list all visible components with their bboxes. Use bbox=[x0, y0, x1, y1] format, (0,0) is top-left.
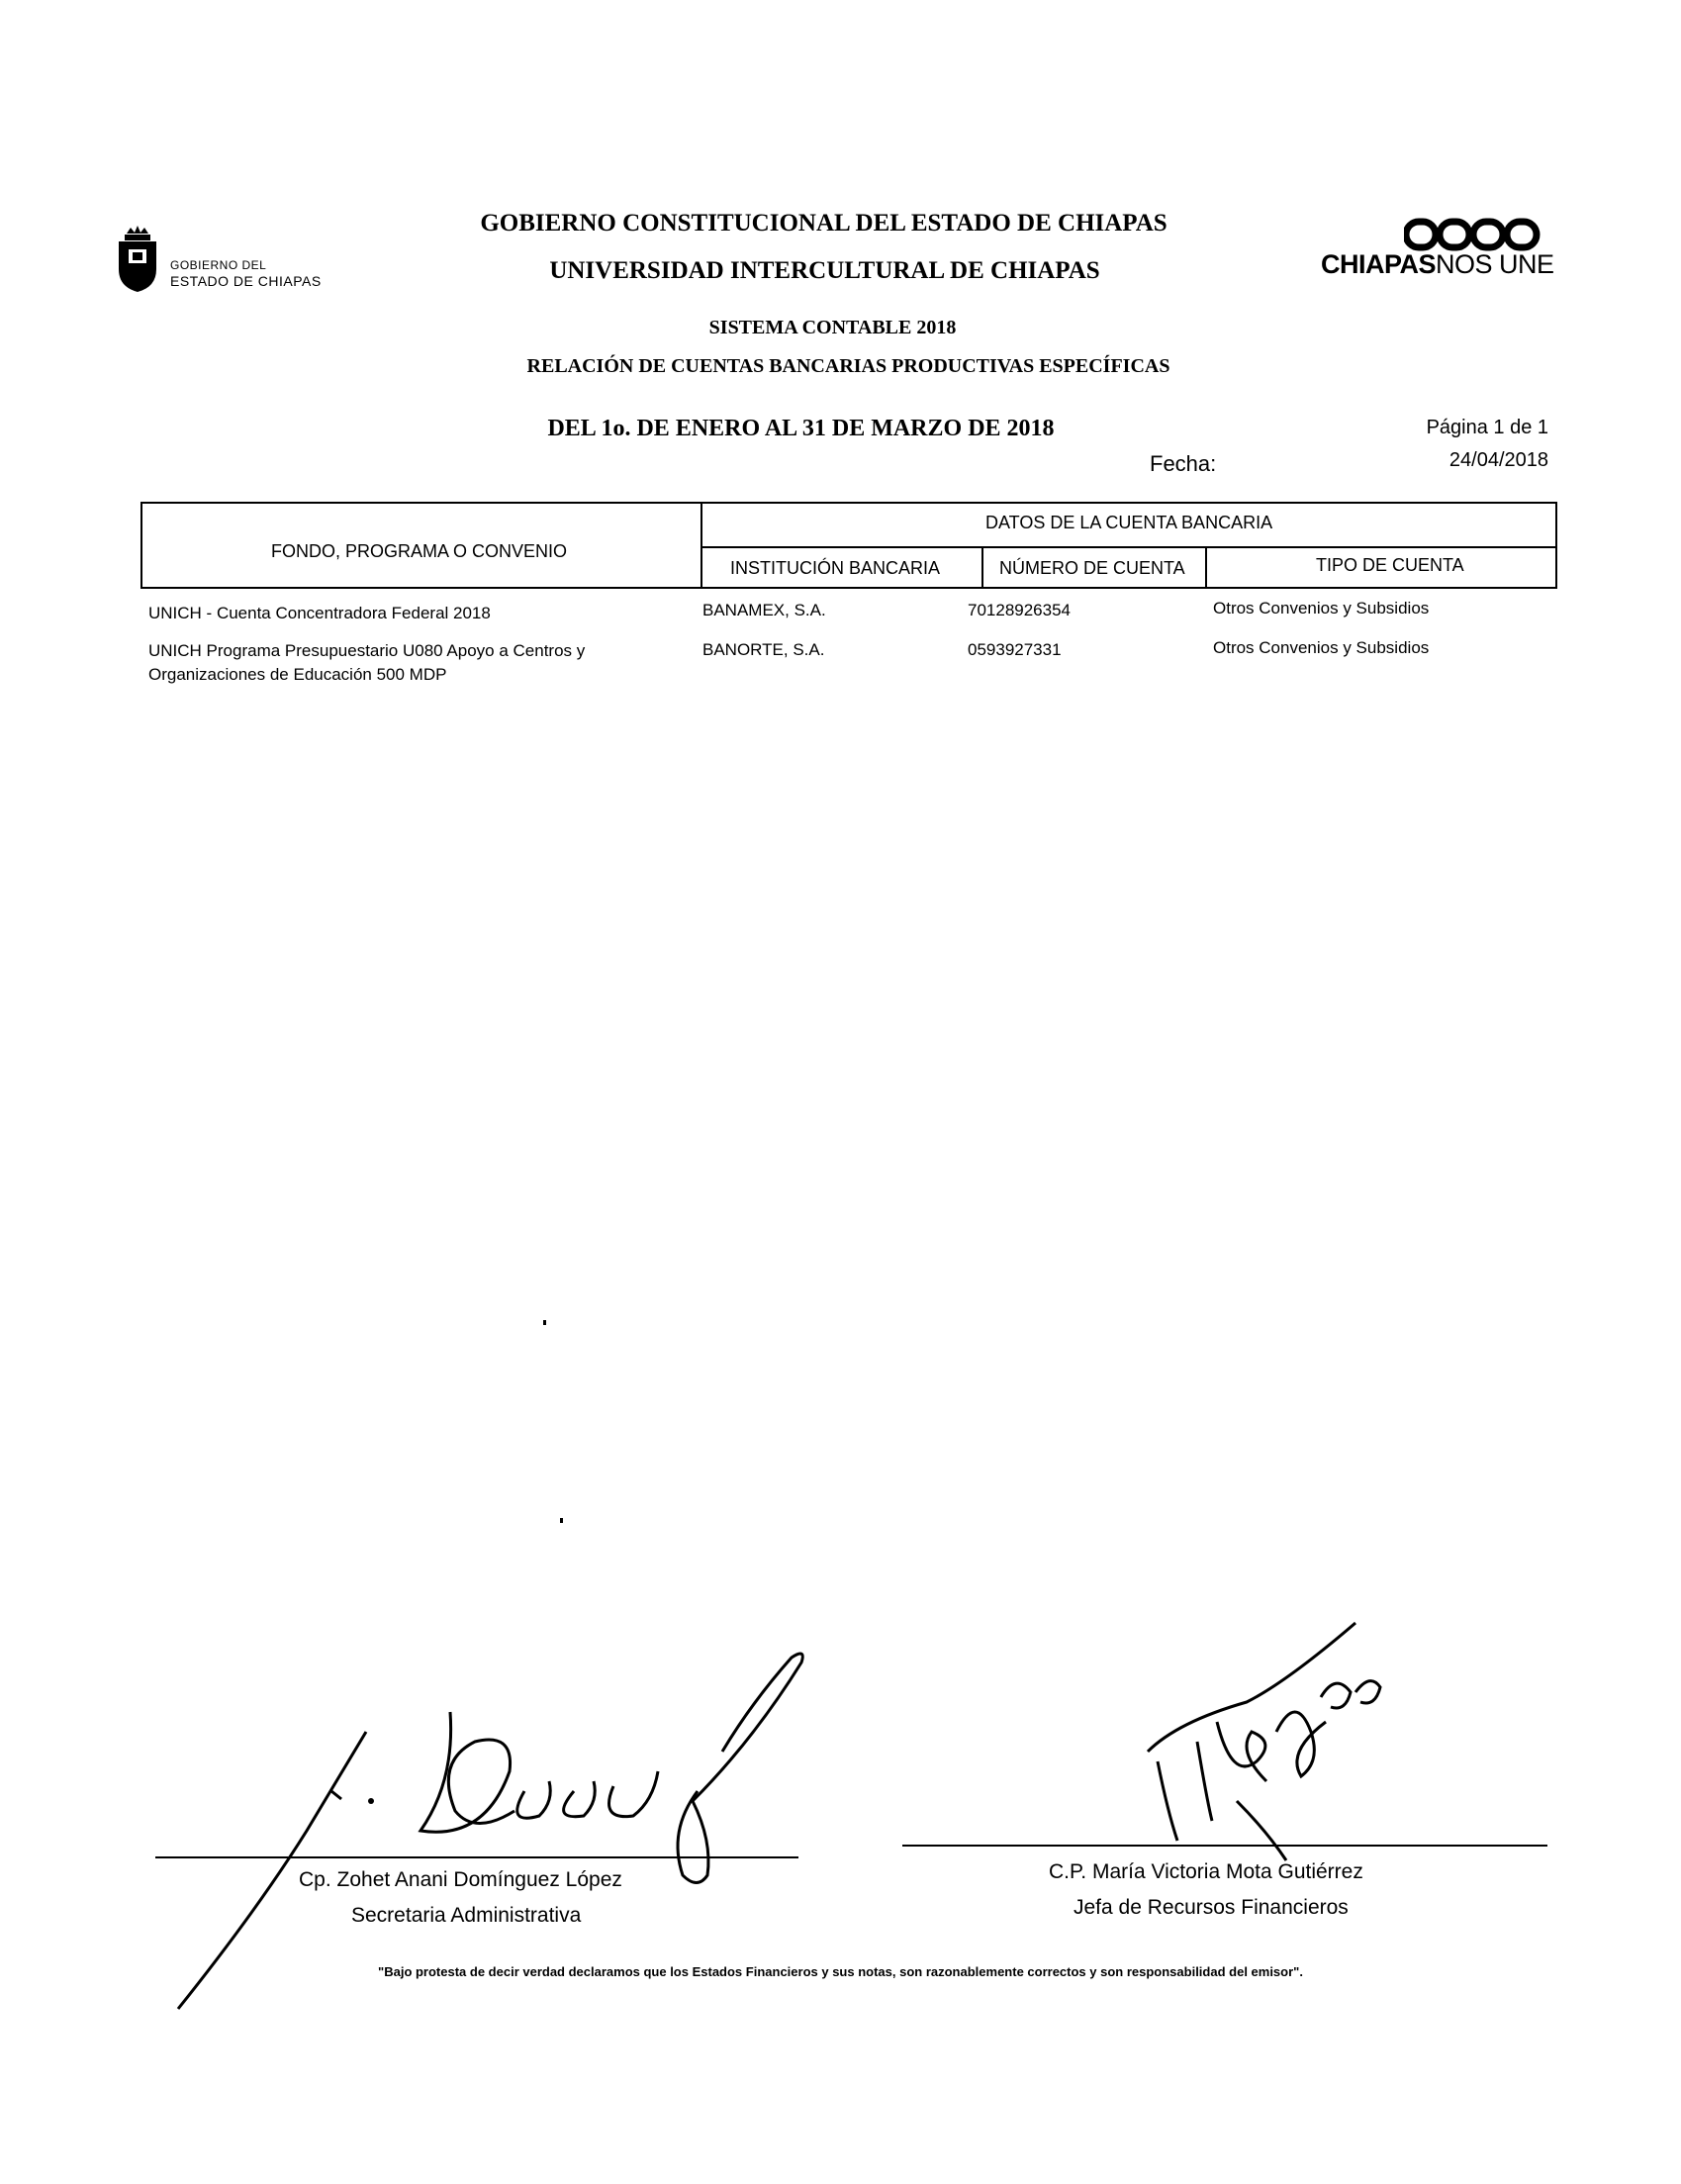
header-datos-cuenta: DATOS DE LA CUENTA BANCARIA bbox=[985, 513, 1273, 532]
cell-fondo-line-1: UNICH Programa Presupuestario U080 Apoyo a Centros y bbox=[148, 641, 586, 660]
header-divider bbox=[702, 546, 1555, 548]
title-university: UNIVERSIDAD INTERCULTURAL DE CHIAPAS bbox=[549, 257, 1100, 284]
disclaimer: "Bajo protesta de decir verdad declaramos que los Estados Financieros y sus notas, son razonablemente correctos y son responsabilidad del emisor". bbox=[378, 1964, 1303, 1979]
header-fondo: FONDO, PROGRAMA O CONVENIO bbox=[271, 541, 568, 561]
report-period: DEL 1o. DE ENERO AL 31 DE MARZO DE 2018 bbox=[547, 416, 1055, 441]
left-signature-line bbox=[155, 1856, 798, 1858]
header-tipo-cuenta: TIPO DE CUENTA bbox=[1316, 555, 1464, 575]
cell-numero: 70128926354 bbox=[968, 601, 1072, 619]
cell-fondo: UNICH - Cuenta Concentradora Federal 2018 bbox=[148, 604, 491, 622]
cell-numero: 0593927331 bbox=[968, 640, 1062, 659]
scan-speck bbox=[543, 1320, 546, 1325]
right-signer-title: Jefa de Recursos Financieros bbox=[1074, 1896, 1349, 1919]
cell-tipo: Otros Convenios y Subsidios bbox=[1213, 599, 1430, 617]
brand-bold: CHIAPAS bbox=[1321, 249, 1437, 279]
logo-line-1: GOBIERNO DEL bbox=[170, 258, 267, 272]
header-numero-cuenta: NÚMERO DE CUENTA bbox=[999, 558, 1185, 578]
date-label: Fecha: bbox=[1150, 451, 1217, 476]
logo-line-2: ESTADO DE CHIAPAS bbox=[170, 273, 322, 289]
header-institucion: INSTITUCIÓN BANCARIA bbox=[730, 558, 941, 578]
title-government: GOBIERNO CONSTITUCIONAL DEL ESTADO DE CHIAPAS bbox=[480, 210, 1167, 237]
column-divider bbox=[1205, 546, 1207, 587]
cell-tipo: Otros Convenios y Subsidios bbox=[1213, 638, 1430, 657]
column-divider bbox=[700, 504, 702, 587]
cell-institucion: BANORTE, S.A. bbox=[702, 640, 825, 659]
title-report: RELACIÓN DE CUENTAS BANCARIAS PRODUCTIVAS ESPECÍFICAS bbox=[526, 355, 1170, 377]
left-signer-name: Cp. Zohet Anani Domínguez López bbox=[299, 1868, 622, 1891]
brand-light: NOS UNE bbox=[1436, 249, 1554, 279]
title-system: SISTEMA CONTABLE 2018 bbox=[708, 317, 957, 338]
left-handwritten-signature bbox=[158, 1643, 831, 2019]
date-value: 24/04/2018 bbox=[1448, 449, 1548, 471]
scan-speck bbox=[560, 1518, 563, 1523]
page-number: Página 1 de 1 bbox=[1426, 417, 1548, 438]
cell-institucion: BANAMEX, S.A. bbox=[702, 601, 826, 619]
right-handwritten-signature bbox=[1138, 1613, 1395, 1880]
accounts-table-header bbox=[140, 502, 1557, 589]
right-signature-line bbox=[902, 1845, 1547, 1847]
cell-fondo bbox=[148, 639, 585, 687]
column-divider bbox=[981, 546, 983, 587]
cell-fondo-line-2: Organizaciones de Educación 500 MDP bbox=[148, 665, 447, 684]
right-signer-name: C.P. María Victoria Mota Gutiérrez bbox=[1049, 1860, 1363, 1883]
left-signer-title: Secretaria Administrativa bbox=[351, 1904, 582, 1927]
